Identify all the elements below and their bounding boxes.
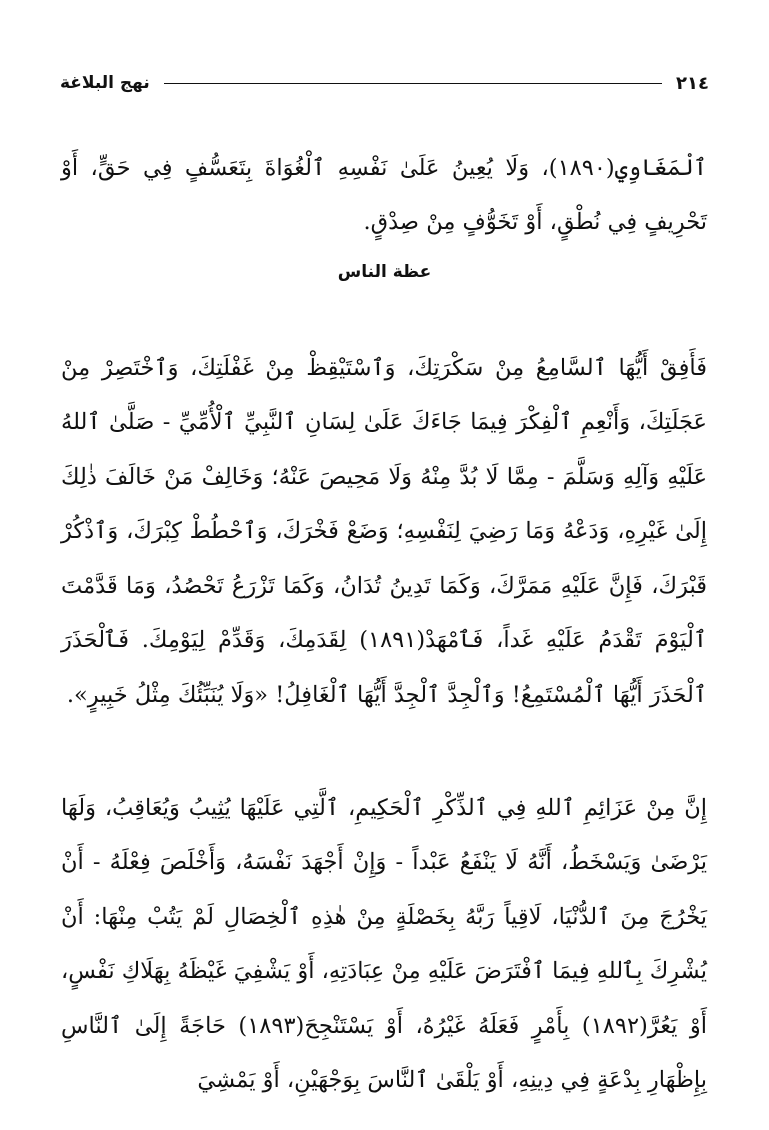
paragraph-divine-resolves: إِنَّ مِنْ عَزَائِمِ ٱللهِ فِي ٱلذِّكْرِ ٱلْحَكِيمِ، ٱلَّتِي عَلَيْهَا يُثِيبُ وَيُعَاقِبُ، وَلَهَا يَرْضَىٰ وَيَسْخَطُ، أَنَّهُ لَا يَنْفَعُ عَبْداً - وَإِنْ أَجْهَدَ نَفْسَهُ، وَأَخْلَصَ فِعْلَهُ - أَنْ يَخْرُجَ مِنَ ٱلدُّنْيَا، لَاقِياً رَبَّهُ بِخَصْلَةٍ مِنْ هٰذِهِ ٱلْخِصَالِ لَمْ يَتُبْ مِنْهَا: أَنْ يُشْرِكَ بِٱللهِ فِيمَا ٱفْتَرَضَ عَلَيْهِ مِنْ عِبَادَتِهِ، أَوْ يَشْفِيَ غَيْظَهُ بِهَلَاكِ نَفْسٍ، أَوْ يَعُرَّ(١٨٩٢) بِأَمْرٍ فَعَلَهُ غَيْرُهُ، أَوْ يَسْتَنْجِحَ(١٨٩٣) حَاجَةً إِلَىٰ ٱلنَّاسِ بِإِظْهَارِ بِدْعَةٍ فِي دِينِهِ، أَوْ يَلْقَىٰ ٱلنَّاسَ بِوَجْهَيْنِ، أَوْ يَمْشِيَ bbox=[61, 794, 708, 1093]
header-rule bbox=[164, 83, 662, 84]
book-title: نهج البلاغة bbox=[60, 73, 150, 93]
page-number: ٢١٤ bbox=[676, 72, 709, 94]
paragraph-exhortation: فَأَفِقْ أَيُّهَا ٱلسَّامِعُ مِنْ سَكْرَتِكَ، وَٱسْتَيْقِظْ مِنْ غَفْلَتِكَ، وَٱخْتَصِرْ مِنْ عَجَلَتِكَ، وَأَنْعِمِ ٱلْفِكْرَ فِيمَا جَاءَكَ عَلَىٰ لِسَانِ ٱلنَّبِيِّ ٱلْأُمِّيِّ - صَلَّىٰ ٱللهُ عَلَيْهِ وَآلِهِ وَسَلَّمَ - مِمَّا لَا بُدَّ مِنْهُ وَلَا مَحِيصَ عَنْهُ؛ وَخَالِفْ مَنْ خَالَفَ ذٰلِكَ إِلَىٰ غَيْرِهِ، وَدَعْهُ وَمَا رَضِيَ لِنَفْسِهِ؛ وَضَعْ فَخْرَكَ، وَٱحْطُطْ كِبْرَكَ، وَٱذْكُرْ قَبْرَكَ، فَإِنَّ عَلَيْهِ مَمَرَّكَ، وَكَمَا تَدِينُ تُدَانُ، وَكَمَا تَزْرَعُ تَحْصُدُ، وَمَا قَدَّمْتَ ٱلْيَوْمَ تَقْدَمُ عَلَيْهِ غَداً، فَٱمْهَدْ(١٨٩١) لِقَدَمِكَ، وَقَدِّمْ لِيَوْمِكَ. فَٱلْحَذَرَ ٱلْحَذَرَ أَيُّهَا ٱلْمُسْتَمِعُ! وَٱلْجِدَّ ٱلْجِدَّ أَيُّهَا ٱلْغَافِلُ! «وَلَا يُنَبِّئُكَ مِثْلُ خَبِيرٍ». bbox=[61, 354, 707, 708]
section-heading: عظة الناس bbox=[337, 262, 432, 282]
paragraph-continuation: ٱلْمَغَاوِي(١٨٩٠)، وَلَا يُعِينُ عَلَىٰ نَفْسِهِ ٱلْغُوَاةَ بِتَعَسُّفٍ فِي حَقٍّ، أَوْ تَحْرِيفٍ فِي نُطْقٍ، أَوْ تَخَوُّفٍ مِنْ صِدْقٍ. bbox=[61, 154, 707, 235]
running-head bbox=[60, 66, 709, 100]
